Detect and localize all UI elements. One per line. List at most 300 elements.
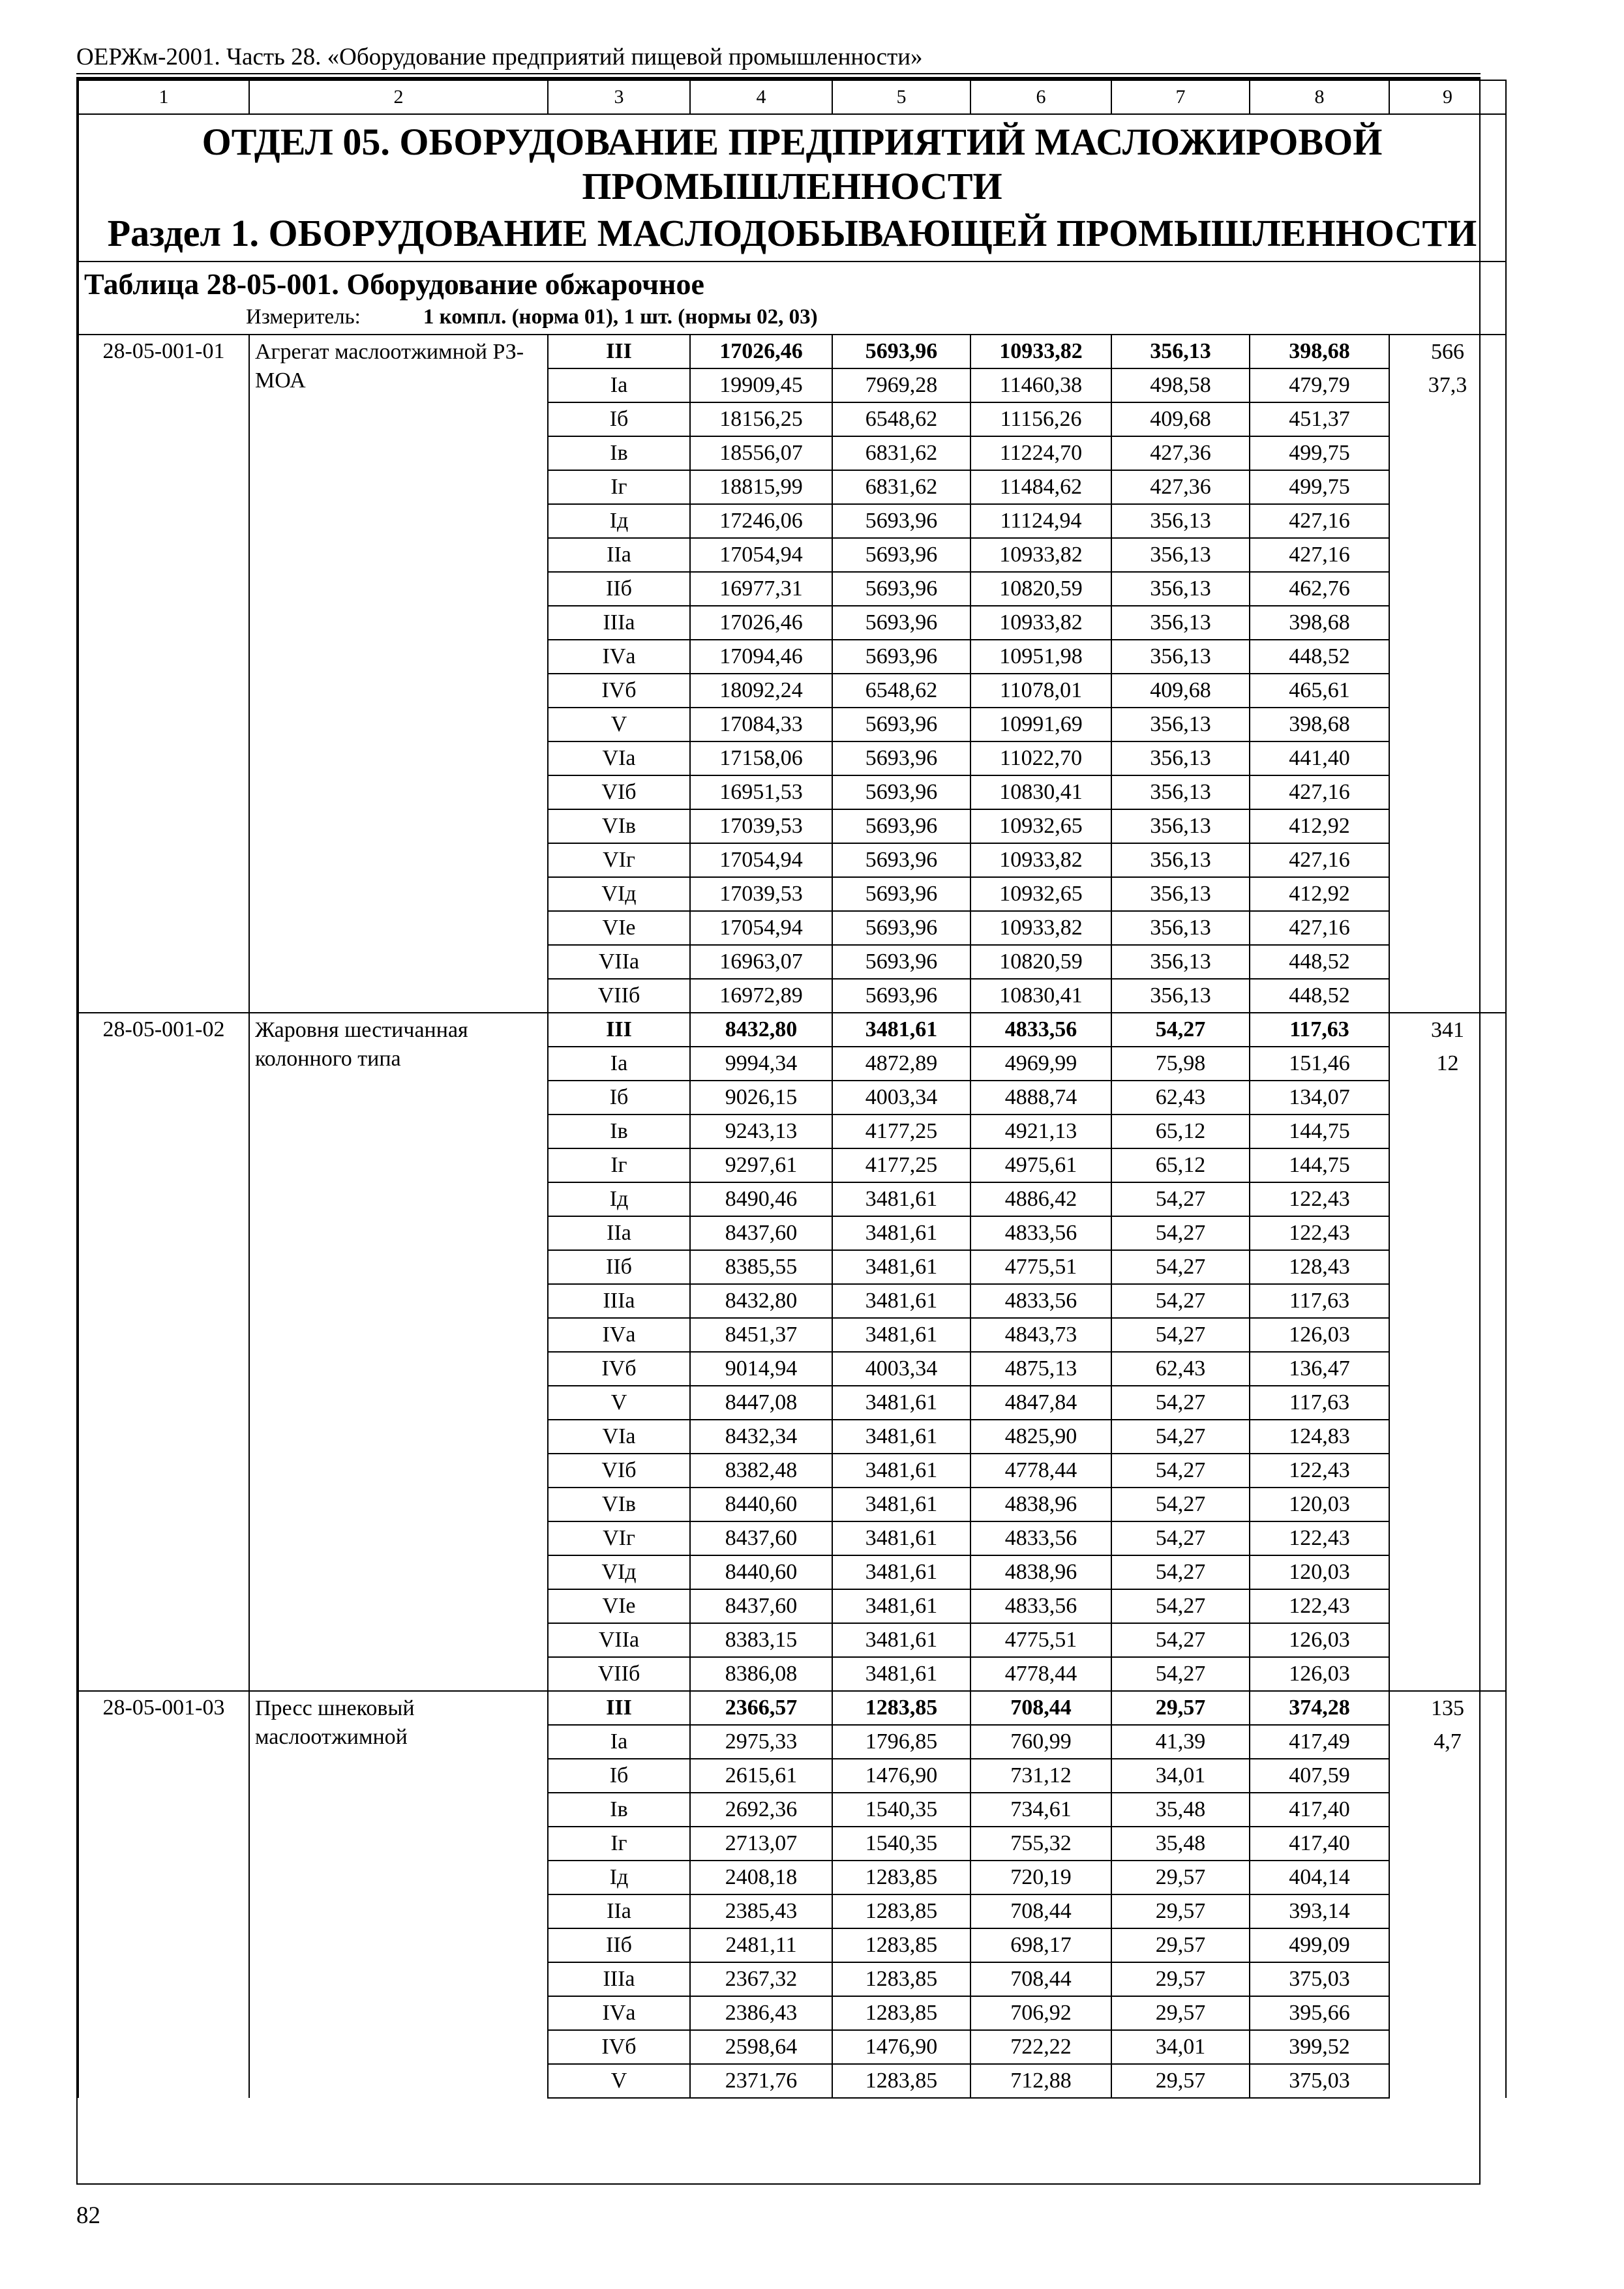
col9-blank bbox=[1389, 674, 1506, 708]
value-cell: 448,52 bbox=[1250, 979, 1389, 1013]
value-cell: 499,09 bbox=[1250, 1928, 1389, 1962]
value-cell: 4833,56 bbox=[970, 1284, 1111, 1318]
item-code-blank bbox=[78, 1284, 249, 1318]
table-title: Таблица 28-05-001. Оборудование обжарочное bbox=[78, 262, 1506, 303]
value-cell: 1796,85 bbox=[832, 1725, 970, 1759]
zone-cell: Iа bbox=[548, 368, 690, 402]
value-cell: 5693,96 bbox=[832, 775, 970, 809]
value-cell: 451,37 bbox=[1250, 402, 1389, 436]
value-cell: 706,92 bbox=[970, 1996, 1111, 2030]
zone-cell: V bbox=[548, 2064, 690, 2098]
zone-cell: VIд bbox=[548, 1555, 690, 1589]
col9-blank bbox=[1389, 1521, 1506, 1555]
value-cell: 462,76 bbox=[1250, 572, 1389, 606]
value-cell: 54,27 bbox=[1111, 1623, 1250, 1657]
item-code-blank bbox=[78, 1759, 249, 1793]
item-code-blank bbox=[78, 1318, 249, 1352]
zone-cell: Iб bbox=[548, 1759, 690, 1793]
value-cell: 734,61 bbox=[970, 1793, 1111, 1827]
zone-cell: Iа bbox=[548, 1725, 690, 1759]
value-cell: 1283,85 bbox=[832, 1996, 970, 2030]
column-number-row bbox=[78, 80, 1506, 114]
item-code-blank bbox=[78, 402, 249, 436]
column-number: 8 bbox=[1250, 80, 1389, 114]
unit-value: 1 компл. (норма 01), 1 шт. (нормы 02, 03) bbox=[423, 305, 818, 329]
value-cell: 417,49 bbox=[1250, 1725, 1389, 1759]
value-cell: 54,27 bbox=[1111, 1284, 1250, 1318]
zone-cell: Iв bbox=[548, 1115, 690, 1148]
value-cell: 427,16 bbox=[1250, 504, 1389, 538]
item-code-blank bbox=[78, 775, 249, 809]
value-cell: 5693,96 bbox=[832, 741, 970, 775]
col9-blank bbox=[1389, 1386, 1506, 1420]
value-cell: 4843,73 bbox=[970, 1318, 1111, 1352]
zone-cell: IVа bbox=[548, 1318, 690, 1352]
zone-cell: IVб bbox=[548, 1352, 690, 1386]
value-cell: 7969,28 bbox=[832, 368, 970, 402]
value-cell: 4778,44 bbox=[970, 1454, 1111, 1488]
value-cell: 122,43 bbox=[1250, 1589, 1389, 1623]
col9-blank bbox=[1389, 2030, 1506, 2064]
column-number: 7 bbox=[1111, 80, 1250, 114]
value-cell: 17054,94 bbox=[690, 538, 832, 572]
value-cell: 417,40 bbox=[1250, 1793, 1389, 1827]
value-cell: 5693,96 bbox=[832, 911, 970, 945]
zone-cell: VIIа bbox=[548, 1623, 690, 1657]
zone-cell: V bbox=[548, 1386, 690, 1420]
value-cell: 2975,33 bbox=[690, 1725, 832, 1759]
col9-blank bbox=[1389, 538, 1506, 572]
value-cell: 19909,45 bbox=[690, 368, 832, 402]
zone-cell: Iв bbox=[548, 436, 690, 470]
value-cell: 398,68 bbox=[1250, 606, 1389, 640]
value-cell: 8437,60 bbox=[690, 1589, 832, 1623]
value-cell: 18092,24 bbox=[690, 674, 832, 708]
zone-cell: Iг bbox=[548, 1827, 690, 1861]
value-cell: 8490,46 bbox=[690, 1182, 832, 1216]
value-cell: 5693,96 bbox=[832, 606, 970, 640]
value-cell: 10933,82 bbox=[970, 606, 1111, 640]
value-cell: 4847,84 bbox=[970, 1386, 1111, 1420]
value-cell: 5693,96 bbox=[832, 708, 970, 741]
value-cell: 75,98 bbox=[1111, 1047, 1250, 1081]
item-code-blank bbox=[78, 1827, 249, 1861]
value-cell: 18156,25 bbox=[690, 402, 832, 436]
section-title bbox=[78, 114, 1506, 262]
zone-cell: IVб bbox=[548, 674, 690, 708]
value-cell: 3481,61 bbox=[832, 1284, 970, 1318]
value-cell: 412,92 bbox=[1250, 809, 1389, 843]
value-cell: 2692,36 bbox=[690, 1793, 832, 1827]
col9-blank bbox=[1389, 436, 1506, 470]
value-cell: 398,68 bbox=[1250, 708, 1389, 741]
value-cell: 144,75 bbox=[1250, 1148, 1389, 1182]
value-cell: 122,43 bbox=[1250, 1521, 1389, 1555]
item-code-blank bbox=[78, 741, 249, 775]
zone-cell: Iа bbox=[548, 1047, 690, 1081]
col9-blank bbox=[1389, 640, 1506, 674]
value-cell: 11224,70 bbox=[970, 436, 1111, 470]
value-cell: 8451,37 bbox=[690, 1318, 832, 1352]
col9-blank bbox=[1389, 470, 1506, 504]
value-cell: 1476,90 bbox=[832, 2030, 970, 2064]
col9-blank bbox=[1389, 1793, 1506, 1827]
value-cell: 4969,99 bbox=[970, 1047, 1111, 1081]
value-cell: 10933,82 bbox=[970, 335, 1111, 368]
value-cell: 356,13 bbox=[1111, 335, 1250, 368]
col9-blank bbox=[1389, 1623, 1506, 1657]
value-cell: 6831,62 bbox=[832, 470, 970, 504]
value-cell: 151,46 bbox=[1250, 1047, 1389, 1081]
value-cell: 41,39 bbox=[1111, 1725, 1250, 1759]
item-code-blank bbox=[78, 1861, 249, 1894]
item-code-blank bbox=[78, 1521, 249, 1555]
value-cell: 5693,96 bbox=[832, 572, 970, 606]
value-cell: 3481,61 bbox=[832, 1013, 970, 1047]
value-cell: 395,66 bbox=[1250, 1996, 1389, 2030]
col9-blank bbox=[1389, 1216, 1506, 1250]
value-cell: 498,58 bbox=[1111, 368, 1250, 402]
section-title-row bbox=[78, 114, 1506, 262]
value-cell: 10932,65 bbox=[970, 809, 1111, 843]
value-cell: 54,27 bbox=[1111, 1250, 1250, 1284]
value-cell: 4838,96 bbox=[970, 1555, 1111, 1589]
value-cell: 356,13 bbox=[1111, 877, 1250, 911]
value-cell: 356,13 bbox=[1111, 843, 1250, 877]
item-code-blank bbox=[78, 1250, 249, 1284]
value-cell: 17039,53 bbox=[690, 809, 832, 843]
value-cell: 54,27 bbox=[1111, 1420, 1250, 1454]
table-row bbox=[78, 1691, 1506, 1725]
zone-cell: VIб bbox=[548, 775, 690, 809]
value-cell: 144,75 bbox=[1250, 1115, 1389, 1148]
rates-table-frame bbox=[76, 78, 1481, 2185]
value-cell: 6548,62 bbox=[832, 402, 970, 436]
value-cell: 10820,59 bbox=[970, 572, 1111, 606]
item-name: Жаровня шестичанная колонного типа bbox=[249, 1013, 548, 1691]
value-cell: 29,57 bbox=[1111, 1996, 1250, 2030]
value-cell: 3481,61 bbox=[832, 1250, 970, 1284]
value-cell: 120,03 bbox=[1250, 1488, 1389, 1521]
value-cell: 398,68 bbox=[1250, 335, 1389, 368]
value-cell: 708,44 bbox=[970, 1691, 1111, 1725]
value-cell: 3481,61 bbox=[832, 1521, 970, 1555]
item-code-blank bbox=[78, 1623, 249, 1657]
value-cell: 54,27 bbox=[1111, 1182, 1250, 1216]
col9-blank bbox=[1389, 1115, 1506, 1148]
value-cell: 5693,96 bbox=[832, 538, 970, 572]
col9-blank bbox=[1389, 1284, 1506, 1318]
value-cell: 2367,32 bbox=[690, 1962, 832, 1996]
value-cell: 1540,35 bbox=[832, 1827, 970, 1861]
subsection-title: Раздел 1. ОБОРУДОВАНИЕ МАСЛОДОБЫВАЮЩЕЙ ПРОМЫШЛЕННОСТИ bbox=[107, 212, 1477, 254]
value-cell: 8382,48 bbox=[690, 1454, 832, 1488]
value-cell: 4833,56 bbox=[970, 1013, 1111, 1047]
zone-cell: IIб bbox=[548, 572, 690, 606]
item-code-blank bbox=[78, 1725, 249, 1759]
column-number: 2 bbox=[249, 80, 548, 114]
value-cell: 3481,61 bbox=[832, 1488, 970, 1521]
column-number: 6 bbox=[970, 80, 1111, 114]
value-cell: 8440,60 bbox=[690, 1488, 832, 1521]
value-cell: 4833,56 bbox=[970, 1216, 1111, 1250]
value-cell: 404,14 bbox=[1250, 1861, 1389, 1894]
value-cell: 54,27 bbox=[1111, 1013, 1250, 1047]
value-cell: 126,03 bbox=[1250, 1623, 1389, 1657]
unit-label: Измеритель: bbox=[246, 305, 361, 329]
zone-cell: Iв bbox=[548, 1793, 690, 1827]
value-cell: 8432,80 bbox=[690, 1284, 832, 1318]
value-cell: 465,61 bbox=[1250, 674, 1389, 708]
col9-blank bbox=[1389, 504, 1506, 538]
value-cell: 356,13 bbox=[1111, 538, 1250, 572]
value-cell: 122,43 bbox=[1250, 1454, 1389, 1488]
value-cell: 120,03 bbox=[1250, 1555, 1389, 1589]
value-cell: 356,13 bbox=[1111, 911, 1250, 945]
item-code-blank bbox=[78, 1589, 249, 1623]
item-code-blank bbox=[78, 1488, 249, 1521]
value-cell: 5693,96 bbox=[832, 809, 970, 843]
value-cell: 375,03 bbox=[1250, 2064, 1389, 2098]
value-cell: 16951,53 bbox=[690, 775, 832, 809]
value-cell: 9014,94 bbox=[690, 1352, 832, 1386]
value-cell: 4921,13 bbox=[970, 1115, 1111, 1148]
page-header: ОЕРЖм-2001. Часть 28. «Оборудование предприятий пищевой промышленности» bbox=[76, 44, 923, 70]
value-cell: 356,13 bbox=[1111, 741, 1250, 775]
item-code-blank bbox=[78, 470, 249, 504]
zone-cell: VIв bbox=[548, 1488, 690, 1521]
item-code-blank bbox=[78, 1657, 249, 1691]
zone-cell: Iг bbox=[548, 470, 690, 504]
value-cell: 393,14 bbox=[1250, 1894, 1389, 1928]
zone-cell: VIа bbox=[548, 1420, 690, 1454]
zone-cell: Iб bbox=[548, 402, 690, 436]
zone-cell: VIг bbox=[548, 843, 690, 877]
value-cell: 17054,94 bbox=[690, 911, 832, 945]
value-cell: 54,27 bbox=[1111, 1454, 1250, 1488]
value-cell: 441,40 bbox=[1250, 741, 1389, 775]
item-code-blank bbox=[78, 1352, 249, 1386]
item-code-blank bbox=[78, 572, 249, 606]
value-cell: 8385,55 bbox=[690, 1250, 832, 1284]
department-title: ОТДЕЛ 05. ОБОРУДОВАНИЕ ПРЕДПРИЯТИЙ МАСЛОЖИРОВОЙ ПРОМЫШЛЕННОСТИ bbox=[202, 121, 1383, 207]
table-title-row bbox=[78, 262, 1506, 303]
value-cell: 54,27 bbox=[1111, 1555, 1250, 1589]
value-cell: 10830,41 bbox=[970, 775, 1111, 809]
value-cell: 4177,25 bbox=[832, 1115, 970, 1148]
value-cell: 448,52 bbox=[1250, 945, 1389, 979]
col9-blank bbox=[1389, 1996, 1506, 2030]
value-cell: 8432,34 bbox=[690, 1420, 832, 1454]
value-cell: 35,48 bbox=[1111, 1793, 1250, 1827]
col9-blank bbox=[1389, 1555, 1506, 1589]
zone-cell: VIе bbox=[548, 911, 690, 945]
value-cell: 4833,56 bbox=[970, 1521, 1111, 1555]
value-cell: 3481,61 bbox=[832, 1623, 970, 1657]
value-cell: 8447,08 bbox=[690, 1386, 832, 1420]
value-cell: 4872,89 bbox=[832, 1047, 970, 1081]
value-cell: 427,16 bbox=[1250, 911, 1389, 945]
header-rule bbox=[76, 73, 1481, 74]
value-cell: 427,16 bbox=[1250, 538, 1389, 572]
value-cell: 54,27 bbox=[1111, 1318, 1250, 1352]
item-code-blank bbox=[78, 843, 249, 877]
value-cell: 427,16 bbox=[1250, 843, 1389, 877]
col9-blank bbox=[1389, 775, 1506, 809]
value-cell: 17246,06 bbox=[690, 504, 832, 538]
value-cell: 3481,61 bbox=[832, 1454, 970, 1488]
item-name: Агрегат маслоотжимной РЗ-МОА bbox=[249, 335, 548, 1013]
value-cell: 3481,61 bbox=[832, 1386, 970, 1420]
col9-blank bbox=[1389, 572, 1506, 606]
item-code-blank bbox=[78, 1216, 249, 1250]
value-cell: 17054,94 bbox=[690, 843, 832, 877]
value-cell: 54,27 bbox=[1111, 1488, 1250, 1521]
value-cell: 708,44 bbox=[970, 1962, 1111, 1996]
value-cell: 356,13 bbox=[1111, 708, 1250, 741]
column-number: 4 bbox=[690, 80, 832, 114]
zone-cell: VIв bbox=[548, 809, 690, 843]
value-cell: 708,44 bbox=[970, 1894, 1111, 1928]
value-cell: 1283,85 bbox=[832, 1928, 970, 1962]
page-number: 82 bbox=[76, 2202, 100, 2229]
value-cell: 3481,61 bbox=[832, 1216, 970, 1250]
value-cell: 8383,15 bbox=[690, 1623, 832, 1657]
value-cell: 34,01 bbox=[1111, 1759, 1250, 1793]
value-cell: 698,17 bbox=[970, 1928, 1111, 1962]
value-cell: 10820,59 bbox=[970, 945, 1111, 979]
value-cell: 417,40 bbox=[1250, 1827, 1389, 1861]
item-code-blank bbox=[78, 436, 249, 470]
col9-blank bbox=[1389, 606, 1506, 640]
column-number: 9 bbox=[1389, 80, 1506, 114]
col9-blank bbox=[1389, 877, 1506, 911]
item-code-blank bbox=[78, 538, 249, 572]
value-cell: 10830,41 bbox=[970, 979, 1111, 1013]
zone-cell: IVб bbox=[548, 2030, 690, 2064]
value-cell: 11022,70 bbox=[970, 741, 1111, 775]
zone-cell: V bbox=[548, 708, 690, 741]
value-cell: 62,43 bbox=[1111, 1081, 1250, 1115]
value-cell: 479,79 bbox=[1250, 368, 1389, 402]
value-cell: 4886,42 bbox=[970, 1182, 1111, 1216]
value-cell: 427,36 bbox=[1111, 470, 1250, 504]
value-cell: 3481,61 bbox=[832, 1657, 970, 1691]
col9-blank bbox=[1389, 708, 1506, 741]
zone-cell: IIIа bbox=[548, 1284, 690, 1318]
zone-cell: VIIб bbox=[548, 979, 690, 1013]
zone-cell: Iд bbox=[548, 1182, 690, 1216]
value-cell: 2371,76 bbox=[690, 2064, 832, 2098]
item-code: 28-05-001-01 bbox=[78, 335, 249, 368]
value-cell: 62,43 bbox=[1111, 1352, 1250, 1386]
value-cell: 18556,07 bbox=[690, 436, 832, 470]
value-cell: 3481,61 bbox=[832, 1589, 970, 1623]
value-cell: 11156,26 bbox=[970, 402, 1111, 436]
value-cell: 4833,56 bbox=[970, 1589, 1111, 1623]
value-cell: 5693,96 bbox=[832, 979, 970, 1013]
col9-blank bbox=[1389, 1318, 1506, 1352]
value-cell: 126,03 bbox=[1250, 1657, 1389, 1691]
value-cell: 17158,06 bbox=[690, 741, 832, 775]
zone-cell: VIа bbox=[548, 741, 690, 775]
col9-value: 566 bbox=[1389, 335, 1506, 368]
value-cell: 356,13 bbox=[1111, 572, 1250, 606]
value-cell: 9994,34 bbox=[690, 1047, 832, 1081]
value-cell: 134,07 bbox=[1250, 1081, 1389, 1115]
zone-cell: VIг bbox=[548, 1521, 690, 1555]
value-cell: 4778,44 bbox=[970, 1657, 1111, 1691]
zone-cell: Iд bbox=[548, 1861, 690, 1894]
value-cell: 6548,62 bbox=[832, 674, 970, 708]
item-code-blank bbox=[78, 1894, 249, 1928]
zone-cell: Iг bbox=[548, 1148, 690, 1182]
value-cell: 755,32 bbox=[970, 1827, 1111, 1861]
value-cell: 117,63 bbox=[1250, 1386, 1389, 1420]
value-cell: 11078,01 bbox=[970, 674, 1111, 708]
value-cell: 4888,74 bbox=[970, 1081, 1111, 1115]
column-number: 5 bbox=[832, 80, 970, 114]
value-cell: 399,52 bbox=[1250, 2030, 1389, 2064]
zone-cell: IIб bbox=[548, 1250, 690, 1284]
value-cell: 16977,31 bbox=[690, 572, 832, 606]
item-code-blank bbox=[78, 708, 249, 741]
value-cell: 117,63 bbox=[1250, 1013, 1389, 1047]
value-cell: 407,59 bbox=[1250, 1759, 1389, 1793]
value-cell: 356,13 bbox=[1111, 606, 1250, 640]
value-cell: 4775,51 bbox=[970, 1250, 1111, 1284]
value-cell: 11460,38 bbox=[970, 368, 1111, 402]
unit-cell bbox=[78, 303, 1506, 335]
value-cell: 17094,46 bbox=[690, 640, 832, 674]
col9-blank bbox=[1389, 2064, 1506, 2098]
value-cell: 3481,61 bbox=[832, 1318, 970, 1352]
value-cell: 126,03 bbox=[1250, 1318, 1389, 1352]
column-number: 3 bbox=[548, 80, 690, 114]
value-cell: 412,92 bbox=[1250, 877, 1389, 911]
value-cell: 5693,96 bbox=[832, 877, 970, 911]
value-cell: 29,57 bbox=[1111, 1861, 1250, 1894]
value-cell: 356,13 bbox=[1111, 640, 1250, 674]
value-cell: 5693,96 bbox=[832, 504, 970, 538]
col9-blank bbox=[1389, 1352, 1506, 1386]
value-cell: 2408,18 bbox=[690, 1861, 832, 1894]
item-code-blank bbox=[78, 504, 249, 538]
zone-cell: III bbox=[548, 1013, 690, 1047]
col9-blank bbox=[1389, 741, 1506, 775]
value-cell: 2385,43 bbox=[690, 1894, 832, 1928]
value-cell: 4775,51 bbox=[970, 1623, 1111, 1657]
item-code-blank bbox=[78, 640, 249, 674]
value-cell: 10933,82 bbox=[970, 911, 1111, 945]
item-code-blank bbox=[78, 945, 249, 979]
value-cell: 136,47 bbox=[1250, 1352, 1389, 1386]
item-code-blank bbox=[78, 1454, 249, 1488]
zone-cell: III bbox=[548, 1691, 690, 1725]
value-cell: 4003,34 bbox=[832, 1081, 970, 1115]
item-code-blank bbox=[78, 1996, 249, 2030]
value-cell: 722,22 bbox=[970, 2030, 1111, 2064]
item-code-blank bbox=[78, 1182, 249, 1216]
value-cell: 10933,82 bbox=[970, 538, 1111, 572]
value-cell: 34,01 bbox=[1111, 2030, 1250, 2064]
col9-blank bbox=[1389, 1894, 1506, 1928]
value-cell: 356,13 bbox=[1111, 504, 1250, 538]
value-cell: 9297,61 bbox=[690, 1148, 832, 1182]
item-code-blank bbox=[78, 1928, 249, 1962]
value-cell: 499,75 bbox=[1250, 470, 1389, 504]
value-cell: 10951,98 bbox=[970, 640, 1111, 674]
